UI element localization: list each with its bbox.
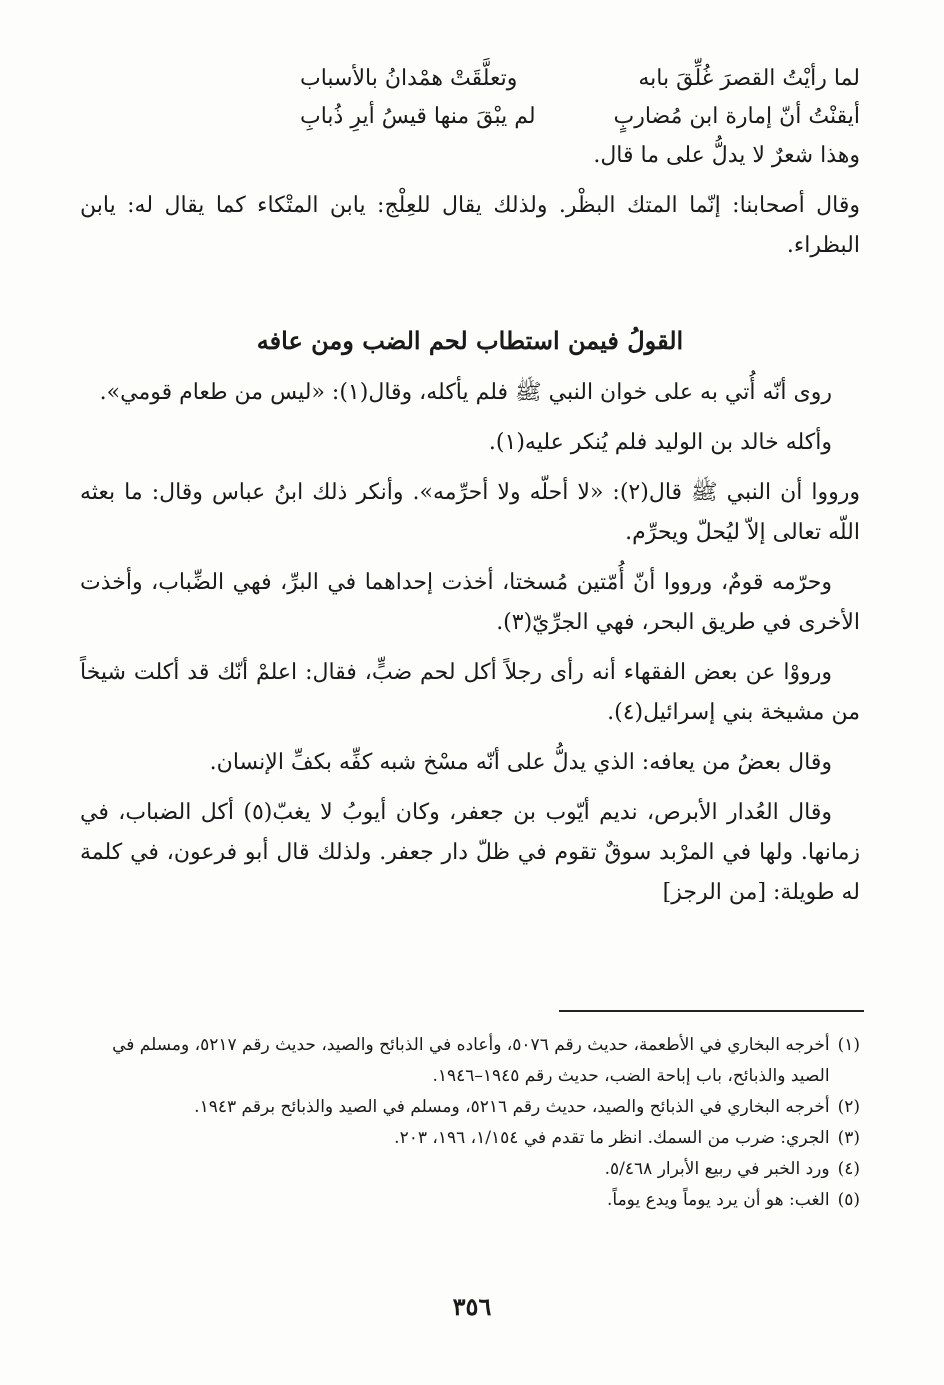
footnote-text: ورد الخبر في ربيع الأبرار ٥/٤٦٨. <box>604 1159 830 1179</box>
footnote-text: أخرجه البخاري في الذبائح والصيد، حديث رقم ٥٢١٦، ومسلم في الصيد والذبائح برقم ١٩٤٣. <box>194 1097 830 1117</box>
paragraph: وقال بعضُ من يعافه: الذي يدلُّ على أنّه مسْخ شبه كفِّه بكفِّ الإنسان. <box>209 750 832 775</box>
footnote <box>80 1123 860 1154</box>
footnote-text: الجري: ضرب من السمك. انظر ما تقدم في ١/١٥٤، ١٩٦، ٢٠٣. <box>394 1128 830 1148</box>
paragraph: وحرّمه قومٌ، ورووا أنّ أُمّتين مُسختا، أخذت إحداهما في البرِّ، فهي الضِّباب، وأخذت الأخرى في طريق البحر، فهي الجرِّيّ(٣). <box>80 570 860 635</box>
footnote-number: (٥) <box>837 1190 860 1210</box>
verse-line <box>300 60 860 98</box>
footnote-number: (٢) <box>837 1097 860 1117</box>
verse-hemistich-left: لم يبْقَ منها قيسُ أيرِ ذُبابِ <box>300 104 536 129</box>
paragraph: وقال أصحابنا: إنّما المتك البظْر. ولذلك يقال للعِلْج: يابن المتْكاء كما يقال له: يابن البظراء. <box>80 193 860 258</box>
footnote-text: أخرجه البخاري في الأطعمة، حديث رقم ٥٠٧٦، وأعاده في الذبائح والصيد، حديث رقم ٥٢١٧، ومسلم في الصيد والذبائح، باب إباحة الضب، حديث رقم ١٩٤٥–١٩٤٦. <box>112 1035 830 1086</box>
footnote-divider <box>559 1010 864 1012</box>
footnote-number: (٣) <box>837 1128 860 1148</box>
paragraph: ورووْا عن بعض الفقهاء أنه رأى رجلاً أكل لحم ضبٍّ، فقال: اعلمْ أنّك قد أكلت شيخاً من مشيخة بني إسرائيل(٤). <box>80 660 860 725</box>
verse-line <box>300 98 860 136</box>
footnote-number: (٤) <box>837 1159 860 1179</box>
paragraph: وهذا شعرٌ لا يدلُّ على ما قال. <box>593 143 860 168</box>
verse-hemistich-left: وتعلَّقَتْ همْدانُ بالأسباب <box>300 66 518 91</box>
footnotes <box>80 1030 860 1216</box>
main-text <box>80 60 860 913</box>
paragraph: روى أنّه أُتي به على خوان النبي ﷺ فلم يأكله، وقال(١): «ليس من طعام قومي». <box>99 380 832 405</box>
footnote <box>80 1030 860 1092</box>
verse-hemistich-right: أيقنْتُ أنّ إمارة ابن مُضاربٍ <box>613 104 860 129</box>
footnote <box>80 1154 860 1185</box>
footnote <box>80 1092 860 1123</box>
footnote-number: (١) <box>837 1035 860 1055</box>
footnote <box>80 1185 860 1216</box>
footnote-text: الغب: هو أن يرد يوماً ويدع يوماً. <box>606 1190 830 1210</box>
page-number: ٣٥٦ <box>452 1292 492 1321</box>
section-heading: القولُ فيمن استطاب لحم الضب ومن عافه <box>256 326 684 355</box>
paragraph: وأكله خالد بن الوليد فلم يُنكر عليه(١). <box>488 430 832 455</box>
paragraph: ورووا أن النبي ﷺ قال(٢): «لا أحلّه ولا أحرِّمه». وأنكر ذلك ابنُ عباس وقال: ما بعثه اللّه تعالى إلاّ ليُحلّ ويحرِّم. <box>80 480 860 545</box>
paragraph: وقال العُدار الأبرص، نديم أيّوب بن جعفر، وكان أيوبُ لا يغبّ(٥) أكل الضباب، في زمانها. ولها في المرْبد سوقٌ تقوم في ظلّ دار جعفر. ولذلك قال أبو فرعون، في كلمة له طويلة: [من الرجز] <box>80 800 860 905</box>
verse-hemistich-right: لما رأيْتُ القصرَ غُلِّقَ بابه <box>638 66 860 91</box>
